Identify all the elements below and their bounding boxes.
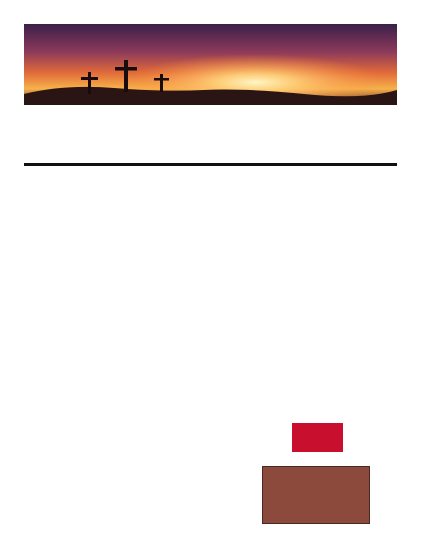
pastor-contact-box (262, 466, 370, 524)
days-of-week-header (24, 132, 397, 158)
newsletter-deadline-badge (292, 423, 343, 452)
sunset-crosses-illustration (24, 24, 397, 105)
grid-top-rule (24, 163, 397, 166)
header-banner-image (24, 24, 397, 105)
